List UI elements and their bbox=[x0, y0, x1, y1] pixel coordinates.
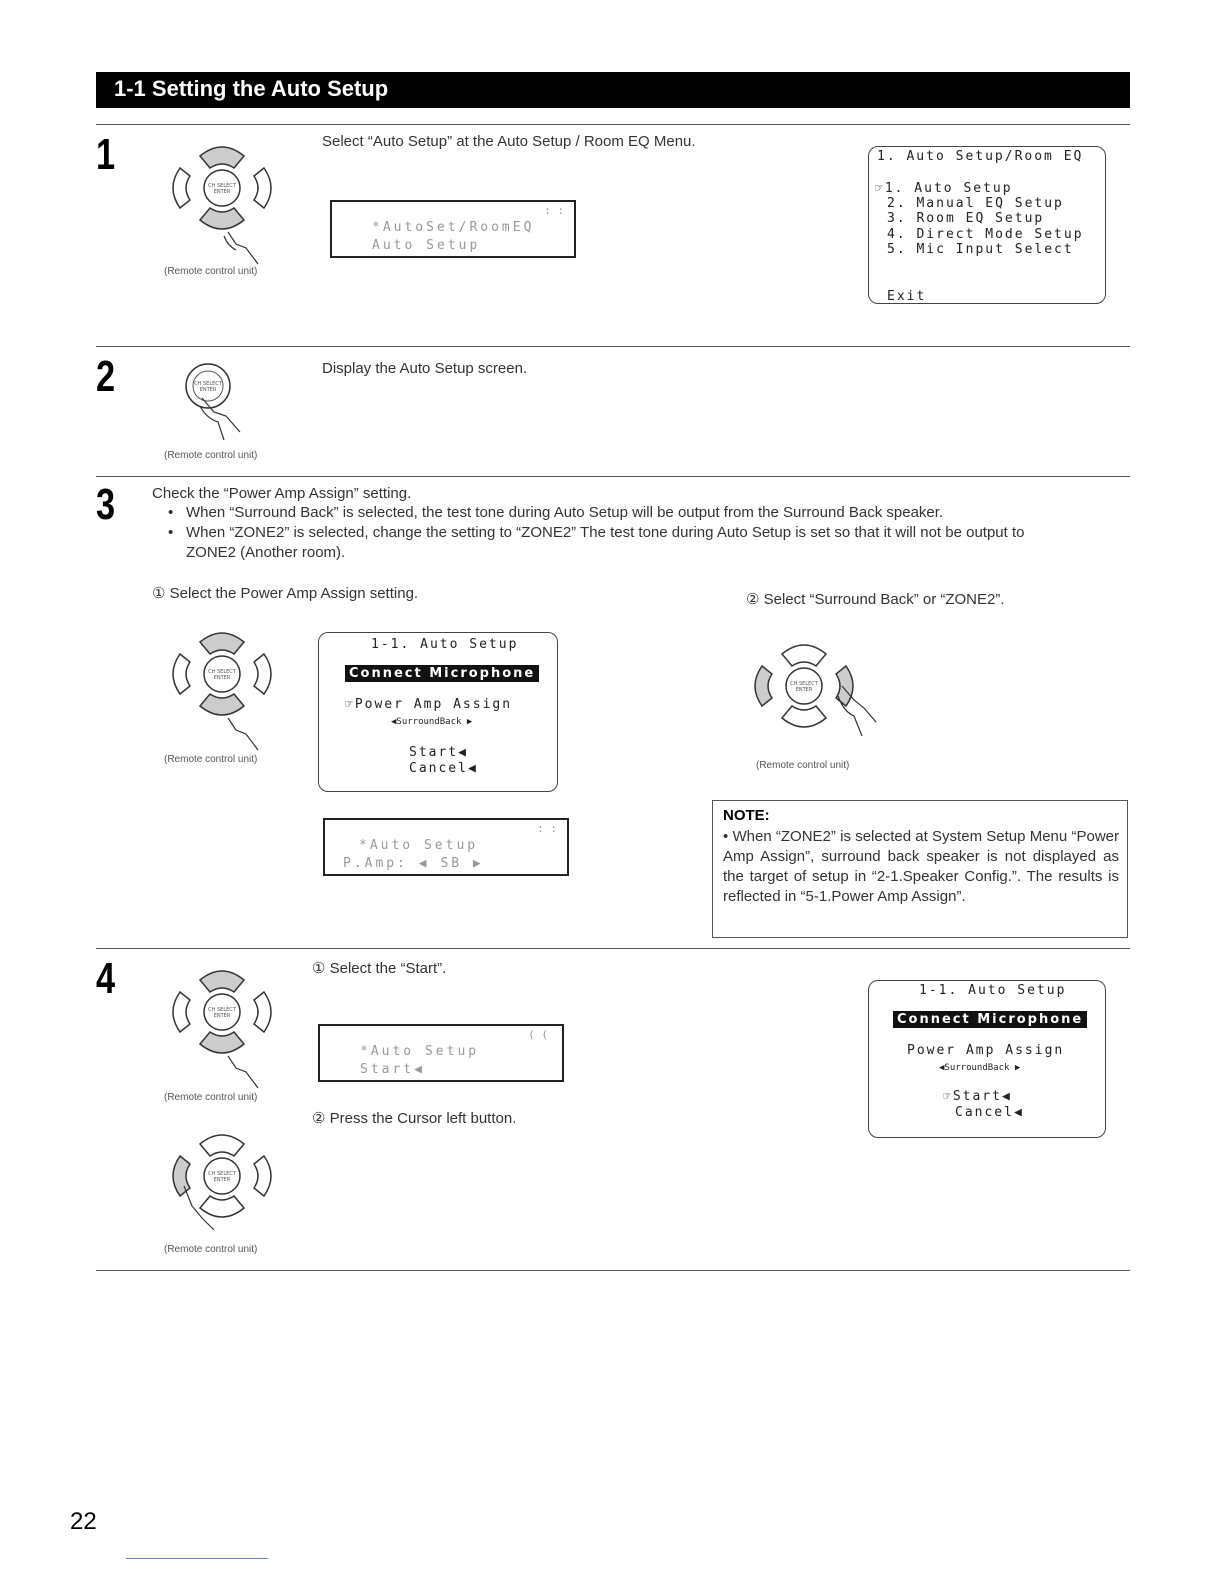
lcd-line-1: *Auto Setup bbox=[360, 1044, 480, 1059]
svg-text:CH SELECT: CH SELECT bbox=[208, 1007, 236, 1013]
lcd-line-2: Auto Setup bbox=[372, 238, 481, 253]
osd-item: 4. Direct Mode Setup bbox=[887, 227, 1084, 242]
step3-bullet-2b: ZONE2 (Another room). bbox=[186, 544, 346, 561]
lcd-display-1: : : *AutoSet/RoomEQ Auto Setup bbox=[330, 200, 576, 258]
section-title: 1-1 Setting the Auto Setup bbox=[114, 76, 389, 101]
svg-text:ENTER: ENTER bbox=[213, 1177, 231, 1183]
remote-dpad-icon bbox=[162, 624, 282, 754]
osd-start: Start◀ bbox=[409, 745, 468, 760]
lcd-line-2: Start◀ bbox=[360, 1062, 425, 1077]
step-number-3: 3 bbox=[96, 480, 116, 529]
osd-title: 1. Auto Setup/Room EQ bbox=[877, 149, 1084, 164]
bullet-dot: • bbox=[168, 504, 174, 521]
step-number-4: 4 bbox=[96, 954, 116, 1003]
lcd-line-1: *Auto Setup bbox=[359, 838, 479, 853]
osd-cancel: Cancel◀ bbox=[955, 1105, 1024, 1120]
svg-text:ENTER: ENTER bbox=[213, 1013, 231, 1019]
osd-title: 1-1. Auto Setup bbox=[919, 983, 1067, 998]
page-number: 22 bbox=[70, 1508, 97, 1535]
note-text: • When “ZONE2” is selected at System Setup Menu “Power Amp Assign”, surround back speaker is not displayed as the target of setup in “2-1.Speaker Config.”. The results is reflected in “5-1.Power Amp Assign”. bbox=[723, 828, 1119, 905]
divider bbox=[96, 476, 1130, 477]
osd-exit: Exit bbox=[887, 289, 927, 304]
remote-caption: (Remote control unit) bbox=[164, 1092, 258, 1103]
step2-text: Display the Auto Setup screen. bbox=[322, 360, 528, 377]
svg-text:CH SELECT: CH SELECT bbox=[790, 681, 818, 687]
osd-item: ☞1. Auto Setup bbox=[875, 181, 1013, 196]
svg-text:ENTER: ENTER bbox=[199, 387, 217, 393]
svg-text:CH SELECT: CH SELECT bbox=[194, 381, 222, 387]
step3-sub-2: ② Select “Surround Back” or “ZONE2”. bbox=[746, 591, 1005, 608]
svg-text:CH SELECT: CH SELECT bbox=[208, 1171, 236, 1177]
step3-bullet-2a: When “ZONE2” is selected, change the setting to “ZONE2” The test tone during Auto Setup is set so that it will not be output to bbox=[186, 524, 1025, 541]
osd-item: 5. Mic Input Select bbox=[887, 242, 1074, 257]
osd-power-amp: Power Amp Assign bbox=[907, 1043, 1065, 1058]
divider bbox=[96, 1270, 1130, 1271]
svg-text:ENTER: ENTER bbox=[213, 189, 231, 195]
remote-dpad-icon bbox=[162, 962, 282, 1092]
remote-dpad-icon bbox=[162, 138, 282, 268]
remote-enter-button-icon bbox=[180, 362, 260, 452]
step-number-1: 1 bbox=[96, 130, 116, 179]
remote-caption: (Remote control unit) bbox=[164, 754, 258, 765]
step4-sub-1: ① Select the “Start”. bbox=[312, 960, 447, 977]
osd-value: ◀SurroundBack ▶ bbox=[939, 1063, 1021, 1073]
step4-sub-2: ② Press the Cursor left button. bbox=[312, 1110, 517, 1127]
osd-cancel: Cancel◀ bbox=[409, 761, 478, 776]
svg-text:CH SELECT: CH SELECT bbox=[208, 183, 236, 189]
osd-title: 1-1. Auto Setup bbox=[371, 637, 519, 652]
bullet-dot: • bbox=[168, 524, 174, 541]
osd-auto-setup-start bbox=[868, 980, 1106, 1138]
remote-dpad-icon bbox=[754, 636, 884, 756]
osd-power-amp: ☞Power Amp Assign bbox=[345, 697, 513, 712]
remote-caption: (Remote control unit) bbox=[164, 266, 258, 277]
remote-caption: (Remote control unit) bbox=[756, 760, 850, 771]
divider bbox=[96, 346, 1130, 347]
osd-highlight: Connect Microphone bbox=[893, 1011, 1087, 1028]
divider bbox=[96, 948, 1130, 949]
remote-dpad-icon bbox=[162, 1126, 282, 1246]
note-box bbox=[712, 800, 1128, 938]
step1-text: Select “Auto Setup” at the Auto Setup / Room EQ Menu. bbox=[322, 133, 696, 150]
remote-caption: (Remote control unit) bbox=[164, 450, 258, 461]
osd-item: 2. Manual EQ Setup bbox=[887, 196, 1064, 211]
step3-bullet-1: When “Surround Back” is selected, the test tone during Auto Setup will be output from the Surround Back speaker. bbox=[186, 504, 944, 521]
remote-caption: (Remote control unit) bbox=[164, 1244, 258, 1255]
step3-sub-1: ① Select the Power Amp Assign setting. bbox=[152, 585, 419, 602]
svg-text:CH SELECT: CH SELECT bbox=[208, 669, 236, 675]
section-title-bar bbox=[96, 72, 1130, 108]
osd-start: ☞Start◀ bbox=[943, 1089, 1012, 1104]
step-number-2: 2 bbox=[96, 352, 116, 401]
osd-value: ◀SurroundBack ▶ bbox=[391, 717, 473, 727]
osd-menu-auto-setup-room-eq bbox=[868, 146, 1106, 304]
lcd-line-1: *AutoSet/RoomEQ bbox=[372, 220, 535, 235]
step3-text: Check the “Power Amp Assign” setting. bbox=[152, 485, 412, 502]
svg-text:ENTER: ENTER bbox=[795, 687, 813, 693]
osd-auto-setup-power-amp bbox=[318, 632, 558, 792]
divider bbox=[96, 124, 1130, 125]
lcd-display-3: ( ( *Auto Setup Start◀ bbox=[318, 1024, 564, 1082]
osd-item: 3. Room EQ Setup bbox=[887, 211, 1045, 226]
osd-highlight: Connect Microphone bbox=[345, 665, 539, 682]
footer-rule bbox=[126, 1558, 268, 1559]
lcd-line-2: P.Amp: ◀ SB ▶ bbox=[343, 856, 484, 871]
lcd-display-2: : : *Auto Setup P.Amp: ◀ SB ▶ bbox=[323, 818, 569, 876]
note-title: NOTE: bbox=[723, 807, 770, 824]
svg-text:ENTER: ENTER bbox=[213, 675, 231, 681]
